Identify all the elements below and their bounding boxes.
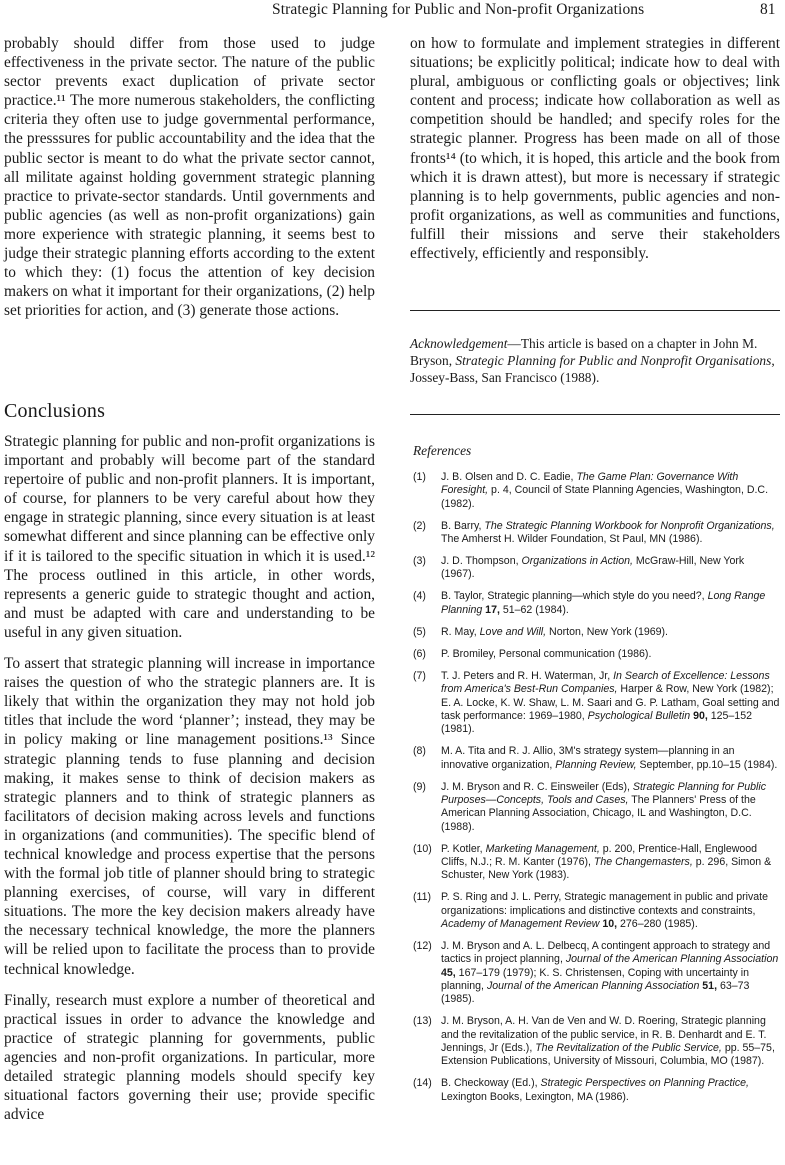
body-paragraph: on how to formulate and implement strategies in different situations; be explicitly political; indicate how to deal with plural, ambiguous or conflicting goals or objectives; link content and process; indicate how collaboration as well as competition should be handled; and specify roles for the strategic planner. Progress has been made on all of those fronts¹⁴ (to which, it is hoped, this article and the book from which it is drawn attest), but more is necessary if strategic planning is to help governments, public agencies and non-profit organizations, as well as communities and functions, fulfill their missions and serve their stakeholders effectively, efficiently and responsibly.	[410, 35, 780, 263]
reference-detail: P. Kotler,	[441, 842, 486, 855]
reference-text	[441, 781, 766, 833]
reference-detail: 51–62 (1984).	[499, 603, 569, 616]
reference-item	[413, 745, 780, 772]
reference-number: (4)	[413, 590, 426, 603]
reference-item	[413, 940, 780, 1006]
reference-item	[413, 1077, 780, 1104]
reference-title: The Strategic Planning Workbook for Nonprofit Organizations,	[484, 519, 775, 532]
references-section	[413, 443, 780, 1113]
reference-number: (3)	[413, 555, 426, 568]
reference-title: Marketing Management,	[485, 842, 600, 855]
reference-title: Love and Will,	[479, 625, 547, 638]
running-header	[0, 0, 785, 22]
reference-item	[413, 781, 780, 834]
reference-detail: 125–152 (1981).	[441, 709, 752, 736]
reference-detail: J. M. Bryson and R. C. Einsweiler (Eds),	[441, 780, 633, 793]
reference-item	[413, 1015, 780, 1068]
references-heading: References	[413, 443, 472, 458]
reference-detail: 167–179 (1979); K. S. Christensen, Coping with uncertainty in planning,	[441, 966, 749, 992]
reference-detail: p. 200, Prentice-Hall, Englewood Cliffs, N.J.; R. M. Kanter (1976),	[441, 842, 758, 868]
reference-text	[441, 891, 768, 930]
reference-detail: P. S. Ring and J. L. Perry, Strategic management in public and private organizations: implications and distinctive contexts and constraints,	[441, 891, 769, 917]
reference-detail: 276–280 (1985).	[617, 917, 698, 930]
acknowledgement-label: Acknowledgement	[410, 336, 508, 351]
reference-number: (10)	[413, 842, 432, 855]
reference-title: Strategic Planning for Public Purposes—Concepts, Tools and Cases,	[441, 780, 767, 807]
reference-detail: pp. 55–75, Extension Publications, University of Missouri, Columbia, MO (1987).	[441, 1041, 775, 1068]
reference-text	[441, 1077, 749, 1102]
body-paragraph: To assert that strategic planning will increase in importance raises the question of who the strategic planners are. It is likely that within the organization they may not hold job titles that include the word ‘planner’; instead, they may be in policy making or line management positions.¹³ Since strategic planning tends to fuse planning and decision making, it makes sense to think of decision makers as strategic planners and to think of strategic planners as facilitators of decision making across levels and functions in organizations (and communities). The specific blend of technical knowledge and process expertise that the persons with the formal job title of planner should bring to strategic planning exercises, of course, will vary in different situations. The more the key decision makers already have the necessary technical knowledge, the more the planners will be relied upon to facilitate the process than to provide technical knowledge.	[4, 655, 375, 978]
reference-detail: B. Taylor, Strategic planning—which style do you need?,	[441, 590, 708, 603]
left-column	[4, 34, 375, 320]
reference-detail: McGraw-Hill, New York (1967).	[441, 555, 745, 581]
reference-title: Planning Review,	[555, 758, 637, 771]
reference-title: Journal of the American Planning Association	[565, 953, 779, 966]
reference-detail: Harper & Row, New York (1982); E. A. Locke, K. W. Shaw, L. M. Saari and G. P. Latham, Goal setting and task performance: 1969–1980,	[441, 683, 780, 722]
reference-volume: 17,	[482, 603, 500, 616]
reference-item	[413, 520, 780, 547]
reference-detail: The Planners' Press of the American Planning Association, Chicago, IL and Washington, D.C. (1988).	[441, 794, 756, 833]
reference-item	[413, 843, 780, 883]
body-paragraph: probably should differ from those used to judge effectiveness in the private sector. The nature of the public sector prevents exact duplication of private sector practice.¹¹ The more numerous stakeholders, the conflicting criteria they often use to judge governmental performance, the presssures for public accountability and the idea that the public sector is meant to do what the private sector cannot, all militate against holding government strategic planning practice to private-sector standards. Until governments and public agencies (as well as non-profit organizations) gain more experience with strategic planning, it seems best to judge their strategic planning efforts according to the extent to which they: (1) focus the attention of key decision makers on what it important for their organizations, (2) help set priorities for action, and (3) generate those actions.	[4, 35, 375, 320]
reference-detail: Lexington Books, Lexington, MA (1986).	[441, 1090, 629, 1103]
reference-text	[441, 670, 779, 735]
body-paragraph: Strategic planning for public and non-profit organizations is important and probably will become part of the standard repertoire of public and non-profit planners. It is important, of course, for planners to be very careful about how they engage in strategic planning, since every situation is at least somewhat different and since planning can be effective only if it is tailored to the specific situation in which it is used.¹² The process outlined in this article, in other words, represents a generic guide to strategic thought and action, and must be adapted with care and understanding to be useful in any given situation.	[4, 433, 375, 641]
reference-number: (14)	[413, 1077, 432, 1090]
reference-title: Strategic Perspectives on Planning Practice,	[540, 1077, 749, 1090]
reference-detail: B. Checkoway (Ed.),	[441, 1077, 541, 1090]
divider	[410, 414, 780, 415]
reference-detail: The Amherst H. Wilder Foundation, St Paul, MN (1986).	[441, 532, 703, 545]
left-column-conclusions	[4, 432, 375, 1124]
ack-rule-top	[410, 310, 780, 311]
reference-number: (12)	[413, 940, 432, 953]
reference-detail: J. M. Bryson and A. L. Delbecq, A contingent approach to strategy and tactics in project planning,	[441, 940, 771, 966]
reference-item	[413, 626, 780, 639]
reference-item	[413, 670, 780, 736]
reference-text	[441, 648, 651, 660]
acknowledgement-publisher: , Jossey-Bass, San Francisco (1988).	[410, 353, 775, 385]
reference-detail: p. 4, Council of State Planning Agencies, Washington, D.C. (1982).	[441, 484, 769, 510]
reference-volume: 10,	[599, 917, 618, 930]
reference-detail: J. B. Olsen and D. C. Eadie,	[441, 471, 577, 483]
reference-detail: R. May,	[441, 625, 480, 638]
reference-title: Journal of the American Planning Association	[486, 979, 700, 992]
reference-text	[441, 843, 771, 882]
divider	[410, 310, 780, 311]
reference-detail: J. M. Bryson, A. H. Van de Ven and W. D. Roering, Strategic planning and the revitalization of the public service, in R. B. Denhardt and E. T. Jennings, Jr (Eds.),	[441, 1015, 767, 1054]
reference-title: The Revitalization of the Public Service,	[535, 1041, 722, 1054]
acknowledgement	[410, 335, 780, 386]
reference-number: (7)	[413, 670, 426, 683]
reference-detail: J. D. Thompson,	[441, 555, 522, 568]
reference-title: Long Range Planning	[441, 590, 766, 616]
reference-detail: Norton, New York (1969).	[546, 625, 668, 638]
reference-volume: 45,	[441, 966, 456, 979]
reference-text	[441, 555, 744, 580]
reference-title: Academy of Management Review	[441, 917, 600, 930]
reference-number: (1)	[413, 471, 426, 483]
reference-title: The Changemasters,	[593, 856, 693, 868]
reference-number: (2)	[413, 519, 426, 532]
reference-title: Psychological Bulletin	[587, 709, 691, 722]
reference-number: (9)	[413, 780, 426, 793]
reference-text	[441, 940, 778, 1005]
reference-title: The Game Plan: Governance With Foresight,	[441, 471, 739, 497]
reference-detail: B. Barry,	[441, 519, 485, 532]
reference-text	[441, 626, 668, 638]
reference-item	[413, 590, 780, 617]
reference-title: In Search of Excellence: Lessons from America's Best-Run Companies,	[441, 670, 770, 696]
running-title: Strategic Planning for Public and Non-profit Organizations	[272, 1, 645, 18]
acknowledgement-text	[410, 335, 780, 386]
reference-text	[441, 471, 768, 510]
reference-detail: P. Bromiley, Personal communication (1986).	[441, 647, 652, 660]
reference-detail: September, pp.10–15 (1984).	[636, 758, 778, 771]
ack-rule-bottom	[410, 414, 780, 415]
reference-volume: 51,	[699, 979, 718, 992]
reference-text	[441, 520, 775, 545]
body-paragraph: Finally, research must explore a number of theoretical and practical issues in order to advance the knowledge and practice of strategic planning for governments, public agencies and non-profit organizations. In particular, more detailed strategic planning models should specify key situational factors governing their use; provide specific advice	[4, 991, 375, 1124]
references-list	[413, 471, 780, 1104]
reference-detail: 63–73 (1985).	[441, 979, 750, 1006]
reference-number: (8)	[413, 745, 426, 758]
reference-volume: 90,	[690, 709, 708, 722]
page-number: 81	[760, 1, 776, 18]
acknowledgement-body: —This article is based on a chapter in John M. Bryson,	[410, 336, 758, 368]
reference-item	[413, 471, 780, 511]
reference-number: (13)	[413, 1015, 432, 1028]
acknowledgement-book-title: Strategic Planning for Public and Nonprofit Organisations	[455, 353, 772, 368]
reference-detail: T. J. Peters and R. H. Waterman, Jr,	[441, 670, 614, 683]
reference-item	[413, 648, 780, 661]
right-column	[410, 34, 780, 263]
reference-item	[413, 555, 780, 582]
reference-detail: M. A. Tita and R. J. Allio, 3M's strategy system—planning in an innovative organization,	[441, 745, 735, 771]
reference-item	[413, 891, 780, 931]
reference-text	[441, 590, 765, 615]
reference-text	[441, 745, 777, 770]
reference-text	[441, 1015, 775, 1067]
reference-detail: p. 296, Simon & Schuster, New York (1983).	[441, 856, 772, 882]
section-heading-conclusions: Conclusions	[4, 400, 106, 422]
reference-number: (5)	[413, 625, 426, 638]
reference-number: (6)	[413, 647, 426, 660]
reference-title: Organizations in Action,	[521, 555, 633, 568]
reference-number: (11)	[413, 891, 432, 904]
